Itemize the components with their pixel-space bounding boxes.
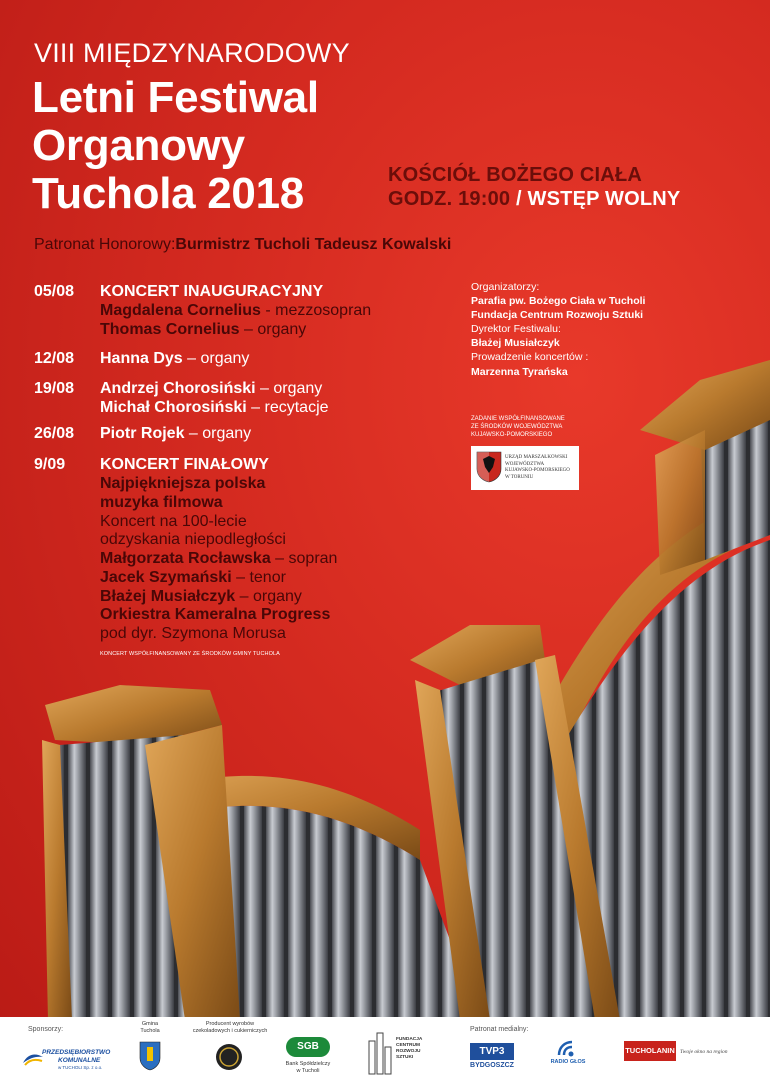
sponsor-strip bbox=[0, 1017, 770, 1080]
concert-date: 19/08 bbox=[34, 380, 75, 397]
festival-edition: VIII MIĘDZYNARODOWY bbox=[34, 38, 350, 68]
festival-title-line-1: Letni Festiwal bbox=[32, 73, 319, 122]
festival-title-line-2: Organowy bbox=[32, 121, 245, 170]
conductor: pod dyr. Szymona Morusa bbox=[100, 625, 286, 642]
performer-line bbox=[100, 569, 286, 588]
performer-name: Andrzej Chorosiński bbox=[100, 380, 256, 397]
performer-role: – organy bbox=[235, 588, 302, 605]
producer-label: Producent wyrobów czekoladowych i cukierniczych bbox=[192, 1021, 268, 1034]
host-label: Prowadzenie koncertów : bbox=[471, 351, 589, 363]
honorary-patron bbox=[34, 236, 451, 254]
concert-title: KONCERT INAUGURACYJNY bbox=[100, 283, 324, 300]
patron-label: Patronat Honorowy: bbox=[34, 236, 176, 253]
fundacja-logo-icon bbox=[368, 1031, 394, 1075]
marshal-office-text: URZĄD MARSZAŁKOWSKI WOJEWÓDZTWA KUJAWSKO-POMORSKIEGO W TORUNIU bbox=[505, 455, 570, 480]
producer-logo-icon bbox=[215, 1043, 243, 1071]
performer-line bbox=[100, 588, 302, 607]
concert-subtitle: Najpiękniejsza polska bbox=[100, 475, 266, 492]
free-entry: WSTĘP WOLNY bbox=[527, 188, 681, 210]
performer-name: Piotr Rojek bbox=[100, 425, 185, 442]
performer-name: Magdalena Cornelius bbox=[100, 302, 261, 319]
performer-line bbox=[100, 350, 249, 369]
performer-role: – organy bbox=[255, 380, 323, 397]
concert-date: 26/08 bbox=[34, 425, 75, 442]
sponsors-label: Sponsorzy: bbox=[28, 1026, 64, 1033]
concert-date: 12/08 bbox=[34, 350, 75, 367]
marshal-office-logo bbox=[471, 446, 579, 490]
pgk-swoosh-icon bbox=[22, 1051, 44, 1067]
concert-title: KONCERT FINAŁOWY bbox=[100, 456, 269, 473]
performer-name: Thomas Cornelius bbox=[100, 321, 240, 338]
concert-note: Koncert na 100-lecie bbox=[100, 513, 247, 530]
director-name: Błażej Musiałczyk bbox=[471, 337, 560, 349]
performer-name: Małgorzata Rocławska bbox=[100, 550, 271, 567]
cofinance-line: ZE ŚRODKÓW WOJEWÓDZTWA bbox=[471, 424, 563, 430]
municipal-cofinance-note: KONCERT WSPÓŁFINANSOWANY ZE ŚRODKÓW GMINY TUCHOLA bbox=[100, 651, 280, 657]
performer-role: – recytacje bbox=[246, 399, 329, 416]
performer-role: – organy bbox=[239, 321, 307, 338]
media-patron-label: Patronat medialny: bbox=[470, 1026, 529, 1033]
performer-role: – tenor bbox=[231, 569, 286, 586]
fundacja-label: FUNDACJA CENTRUM ROZWOJU SZTUKI bbox=[396, 1037, 423, 1060]
performer-line bbox=[100, 380, 322, 399]
performer-role: – organy bbox=[184, 425, 252, 442]
performer-line bbox=[100, 321, 306, 340]
performer-role: - mezzosopran bbox=[260, 302, 372, 319]
concert-date: 05/08 bbox=[34, 283, 75, 300]
venue-separator: / bbox=[510, 188, 528, 210]
performer-name: Hanna Dys bbox=[100, 350, 183, 367]
venue-name: KOŚCIÓŁ BOŻEGO CIAŁA bbox=[388, 164, 642, 186]
gmina-label: Gmina Tuchola bbox=[140, 1021, 160, 1034]
ensemble-name: Orkiestra Kameralna Progress bbox=[100, 606, 331, 623]
regional-cofinance-note bbox=[471, 415, 601, 439]
performer-line bbox=[100, 302, 371, 321]
organizer-name: Fundacja Centrum Rozwoju Sztuki bbox=[471, 309, 644, 321]
cofinance-line: KUJAWSKO-POMORSKIEGO bbox=[471, 432, 553, 438]
radio-glos-label: RADIO GŁOS bbox=[550, 1059, 586, 1065]
concert-subtitle: muzyka filmowa bbox=[100, 494, 223, 511]
organizer-name: Parafia pw. Bożego Ciała w Tucholi bbox=[471, 295, 646, 307]
gmina-crest-icon bbox=[139, 1041, 161, 1071]
sgb-logo: SGB bbox=[286, 1037, 330, 1057]
performer-name: Błażej Musiałczyk bbox=[100, 588, 236, 605]
host-name: Marzenna Tyrańska bbox=[471, 366, 568, 378]
regional-crest-icon bbox=[476, 451, 502, 483]
radio-glos-icon bbox=[556, 1039, 578, 1057]
performer-line bbox=[100, 425, 251, 444]
concert-date: 9/09 bbox=[34, 456, 66, 473]
cofinance-line: ZADANIE WSPÓŁFINANSOWANE bbox=[471, 416, 565, 422]
concert-time: GODZ. 19:00 bbox=[388, 188, 511, 210]
festival-title-line-3: Tuchola 2018 bbox=[32, 169, 304, 218]
tvp3-logo: TVP3 bbox=[470, 1043, 514, 1060]
performer-role: – sopran bbox=[270, 550, 338, 567]
tucholanin-logo: TUCHOLANIN bbox=[624, 1041, 676, 1061]
bank-label: Bank Spółdzielczy w Tucholi bbox=[285, 1061, 331, 1074]
patron-name: Burmistrz Tucholi Tadeusz Kowalski bbox=[175, 236, 452, 253]
venue-time-entry bbox=[388, 188, 680, 211]
pgk-name-3: w TUCHOLI Sp. z o.o. bbox=[58, 1065, 103, 1070]
tvp3-city: BYDGOSZCZ bbox=[470, 1062, 514, 1069]
pgk-name-2: KOMUNALNE bbox=[58, 1057, 101, 1064]
performer-line bbox=[100, 550, 337, 569]
organizers-label: Organizatorzy: bbox=[471, 281, 540, 293]
concert-note: odzyskania niepodległości bbox=[100, 531, 286, 548]
pgk-logo bbox=[22, 1047, 114, 1073]
pgk-name-1: PRZEDSIĘBIORSTWO bbox=[42, 1049, 111, 1056]
performer-name: Michał Chorosiński bbox=[100, 399, 247, 416]
performer-line bbox=[100, 399, 329, 418]
performer-name: Jacek Szymański bbox=[100, 569, 232, 586]
performer-role: – organy bbox=[182, 350, 250, 367]
director-label: Dyrektor Festiwalu: bbox=[471, 323, 561, 335]
tucholanin-tagline: Twoje okno na region bbox=[680, 1049, 728, 1055]
